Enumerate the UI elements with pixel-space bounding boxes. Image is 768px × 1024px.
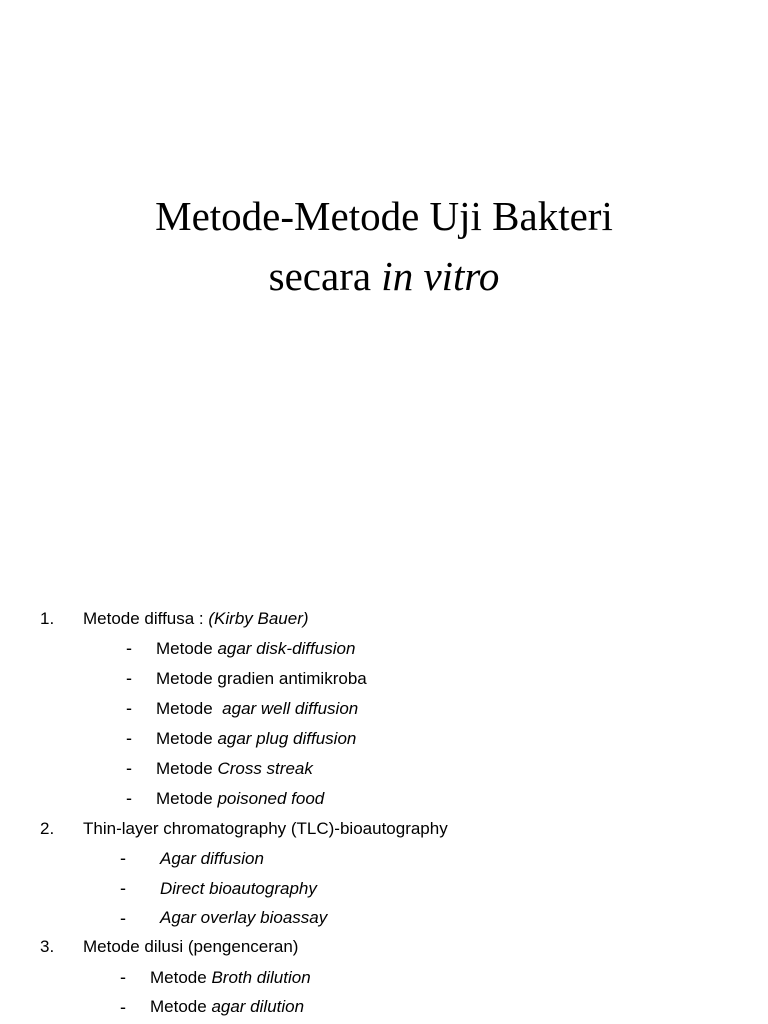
bullet-dash: -	[120, 908, 126, 928]
sub-item: Metode agar well diffusion	[156, 699, 359, 718]
sub-item: Agar overlay bioassay	[160, 908, 328, 927]
slide-title-line-1: Metode-Metode Uji Bakteri	[155, 193, 613, 239]
list-item-text: Thin-layer chromatography (TLC)-bioautography	[83, 819, 448, 838]
bullet-dash: -	[126, 698, 132, 718]
bullet-dash: -	[126, 728, 132, 748]
bullet-dash: -	[126, 638, 132, 658]
sub-item: Metode Cross streak	[156, 759, 313, 778]
sub-item: Direct bioautography	[160, 879, 317, 898]
bullet-dash: -	[126, 668, 132, 688]
list-item-number: 2.	[40, 819, 55, 838]
bullet-dash: -	[120, 997, 126, 1017]
bullet-dash: -	[120, 878, 126, 898]
title-prefix: secara	[268, 253, 382, 299]
sub-item: Metode gradien antimikroba	[156, 669, 367, 688]
sub-item: Metode poisoned food	[156, 789, 325, 808]
list-item-number: 3.	[40, 937, 55, 956]
bullet-dash: -	[120, 967, 126, 987]
list-item-text: Metode dilusi (pengenceran)	[83, 937, 299, 956]
bullet-dash: -	[126, 788, 132, 808]
title-italic: in vitro	[381, 253, 500, 299]
sub-item: Metode agar disk-diffusion	[156, 639, 356, 658]
sub-item: Metode agar plug diffusion	[156, 729, 357, 748]
list-item-number: 1.	[40, 609, 55, 628]
bullet-dash: -	[126, 758, 132, 778]
list-item-text: Metode diffusa : (Kirby Bauer)	[83, 609, 309, 628]
sub-item: Agar diffusion	[160, 849, 264, 868]
bullet-dash: -	[120, 848, 126, 868]
sub-item: Metode Broth dilution	[150, 968, 311, 987]
sub-item: Metode agar dilution	[150, 997, 305, 1016]
